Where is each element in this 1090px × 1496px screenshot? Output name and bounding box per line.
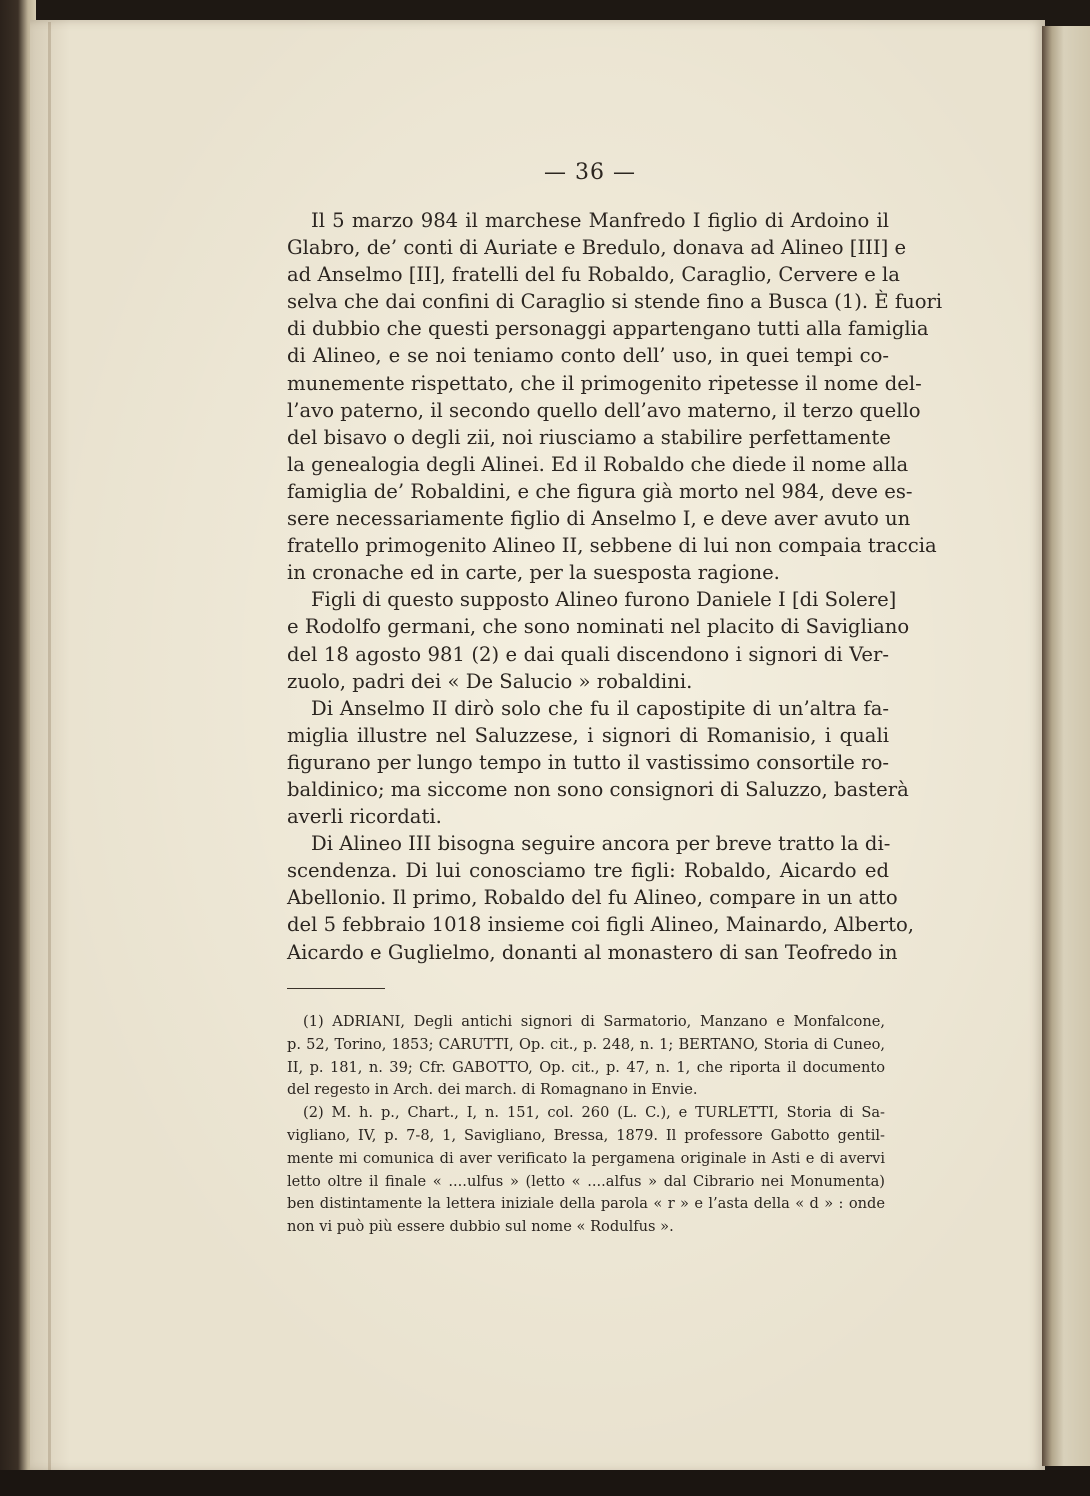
footnote-line: letto oltre il finale « ....ulfus » (letto « ....alfus » dal Cibrario nei Monumenta) <box>287 1172 885 1190</box>
body-line: averli ricordati. <box>287 805 442 829</box>
body-line: del bisavo o degli zii, noi riusciamo a stabilire perfettamente <box>287 425 891 449</box>
body-line: Di Alineo III bisogna seguire ancora per breve tratto la di- <box>311 832 891 856</box>
body-line: Abellonio. Il primo, Robaldo del fu Alineo, compare in un atto <box>287 886 898 910</box>
footnote-line: (1) ADRIANI, Degli antichi signori di Sarmatorio, Manzano e Monfalcone, <box>303 1013 885 1030</box>
footnotes <box>287 1011 885 1239</box>
body-line: del 18 agosto 981 (2) e dai quali discendono i signori di Ver- <box>287 642 889 666</box>
body-line: di dubbio che questi personaggi appartengano tutti alla famiglia <box>287 317 929 341</box>
body-line: baldinico; ma siccome non sono consignori di Saluzzo, basterà <box>287 777 909 801</box>
body-line: di Alineo, e se noi teniamo conto dell’ uso, in quei tempi co- <box>287 344 889 368</box>
body-line: fratello primogenito Alineo II, sebbene di lui non compaia traccia <box>287 534 937 558</box>
body-text <box>287 207 943 966</box>
body-line: miglia illustre nel Saluzzese, i signori di Romanisio, i quali <box>287 723 889 747</box>
bottom-shadow <box>0 1470 1090 1496</box>
footnote-line: p. 52, Torino, 1853; CARUTTI, Op. cit., p. 248, n. 1; BERTANO, Storia di Cuneo, <box>287 1035 885 1053</box>
body-line: zuolo, padri dei « De Salucio » robaldini. <box>287 669 693 693</box>
footnote-line: ben distintamente la lettera iniziale della parola « r » e l’asta della « d » : onde <box>287 1195 885 1213</box>
footnote-line: mente mi comunica di aver verificato la pergamena originale in Asti e di avervi <box>287 1149 885 1167</box>
body-line: in cronache ed in carte, per la suesposta ragione. <box>287 561 780 585</box>
footnote-line: non vi può più essere dubbio sul nome « Rodulfus ». <box>287 1218 674 1236</box>
body-line: sere necessariamente figlio di Anselmo I, e deve aver avuto un <box>287 507 911 531</box>
body-line: figurano per lungo tempo in tutto il vastissimo consortile ro- <box>287 750 889 774</box>
body-line: Il 5 marzo 984 il marchese Manfredo I figlio di Ardoino il <box>311 209 889 232</box>
body-line: e Rodolfo germani, che sono nominati nel placito di Savigliano <box>287 615 910 639</box>
body-line: la genealogia degli Alinei. Ed il Robaldo che diede il nome alla <box>287 452 909 476</box>
body-line: scendenza. Di lui conosciamo tre figli: Robaldo, Aicardo ed <box>287 859 889 883</box>
page-fold-line <box>48 22 51 1470</box>
body-line: del 5 febbraio 1018 insieme coi figli Alineo, Mainardo, Alberto, <box>287 913 914 937</box>
footnote-line: vigliano, IV, p. 7-8, 1, Savigliano, Bressa, 1879. Il professore Gabotto gentil- <box>287 1126 885 1144</box>
body-line: Di Anselmo II dirò solo che fu il capostipite di un’altra fa- <box>311 696 889 720</box>
body-line: selva che dai confini di Caraglio si stende fino a Busca (1). È fuori <box>287 290 943 314</box>
body-line: famiglia de’ Robaldini, e che figura già morto nel 984, deve es- <box>287 479 913 503</box>
footnote-line: (2) M. h. p., Chart., I, n. 151, col. 260 (L. C.), e TURLETTI, Storia di Sa- <box>303 1104 885 1122</box>
body-line: l’avo paterno, il secondo quello dell’avo materno, il terzo quello <box>287 398 921 422</box>
body-line: ad Anselmo [II], fratelli del fu Robaldo, Caraglio, Cervere e la <box>287 263 900 287</box>
body-line: Figli di questo supposto Alineo furono Daniele I [di Solere] <box>311 588 897 612</box>
page-number: — 36 — <box>544 160 636 185</box>
right-page-edge <box>1042 26 1090 1466</box>
footnote-line: II, p. 181, n. 39; Cfr. GABOTTO, Op. cit., p. 47, n. 1, che riporta il documento <box>287 1058 885 1076</box>
body-line: Glabro, de’ conti di Auriate e Bredulo, donava ad Alineo [III] e <box>287 236 907 260</box>
body-line: munemente rispettato, che il primogenito ripetesse il nome del- <box>287 371 922 395</box>
footnote-line: del regesto in Arch. dei march. di Romagnano in Envie. <box>287 1081 698 1099</box>
body-line: Aicardo e Guglielmo, donanti al monastero di san Teofredo in <box>287 940 898 964</box>
footnote-separator <box>287 988 385 989</box>
